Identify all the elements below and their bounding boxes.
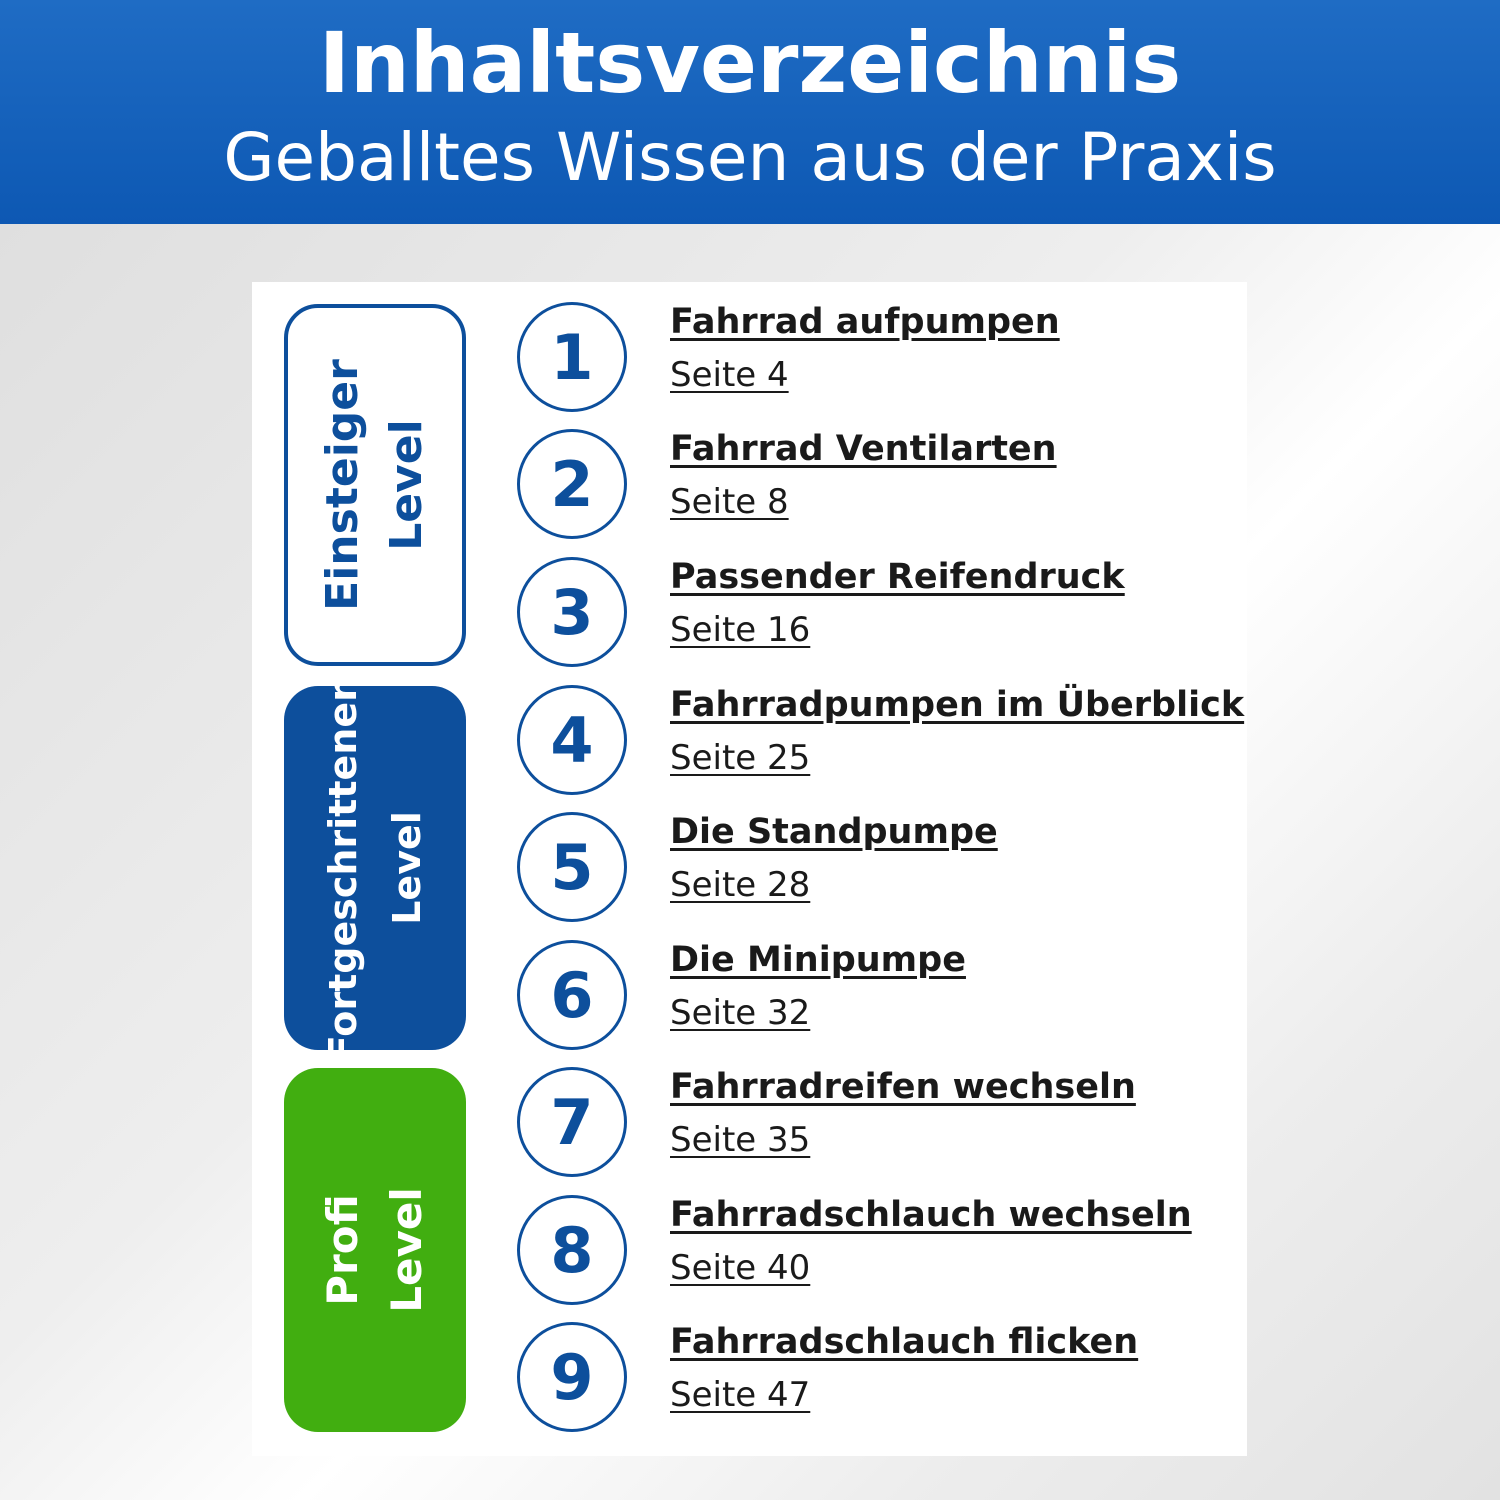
chapter-number-badge: 2	[517, 429, 627, 539]
toc-entry[interactable]	[517, 282, 1237, 402]
toc-entry[interactable]	[517, 665, 1245, 785]
page-title: Inhaltsverzeichnis	[318, 14, 1182, 112]
level-name: Einsteiger	[317, 359, 368, 611]
chapter-title-link[interactable]: Die Minipumpe	[670, 940, 966, 980]
level-name: Fortgeschrittenen	[321, 674, 366, 1062]
toc-entry[interactable]	[517, 409, 1237, 529]
chapter-title-link[interactable]: Fahrradschlauch flicken	[670, 1322, 1139, 1362]
chapter-title-link[interactable]: Fahrradpumpen im Überblick	[670, 685, 1245, 725]
level-suffix: Level	[385, 811, 430, 925]
chapter-page-link[interactable]: Seite 16	[670, 610, 811, 650]
level-label	[311, 675, 439, 1061]
chapter-page-link[interactable]: Seite 4	[670, 355, 789, 395]
level-badge-pro	[284, 1068, 466, 1432]
chapter-number-badge: 8	[517, 1195, 627, 1305]
chapter-number-badge: 3	[517, 557, 627, 667]
chapter-page-link[interactable]: Seite 47	[670, 1375, 811, 1415]
chapter-title-link[interactable]: Fahrrad aufpumpen	[670, 302, 1060, 342]
chapter-number-badge: 5	[517, 812, 627, 922]
level-label	[311, 1187, 439, 1313]
chapter-page-link[interactable]: Seite 32	[670, 993, 811, 1033]
chapter-title-link[interactable]: Passender Reifendruck	[670, 557, 1125, 597]
level-suffix: Level	[381, 419, 432, 551]
toc-entry[interactable]	[517, 1175, 1237, 1295]
level-badge-beginner	[284, 304, 466, 666]
level-name: Profi	[317, 1194, 367, 1306]
toc-entry[interactable]	[517, 792, 1237, 912]
chapter-number-badge: 7	[517, 1067, 627, 1177]
chapter-number-badge: 4	[517, 685, 627, 795]
chapter-title-link[interactable]: Die Standpumpe	[670, 812, 998, 852]
chapter-number-badge: 9	[517, 1322, 627, 1432]
chapter-page-link[interactable]: Seite 28	[670, 865, 811, 905]
page-subtitle: Geballtes Wissen aus der Praxis	[223, 119, 1277, 196]
table-of-contents-card	[252, 282, 1247, 1456]
toc-entry[interactable]	[517, 537, 1237, 657]
chapter-page-link[interactable]: Seite 25	[670, 738, 811, 778]
toc-entry[interactable]	[517, 920, 1237, 1040]
chapter-title-link[interactable]: Fahrradreifen wechseln	[670, 1067, 1136, 1107]
chapter-title-link[interactable]: Fahrrad Ventilarten	[670, 429, 1057, 469]
chapter-title-link[interactable]: Fahrradschlauch wechseln	[670, 1195, 1192, 1235]
chapter-page-link[interactable]: Seite 35	[670, 1120, 811, 1160]
level-label	[311, 359, 439, 611]
level-badge-advanced	[284, 674, 466, 1062]
level-suffix: Level	[381, 1187, 431, 1313]
header-banner	[0, 0, 1500, 224]
chapter-number-badge: 1	[517, 302, 627, 412]
chapter-page-link[interactable]: Seite 40	[670, 1248, 811, 1288]
chapter-number-badge: 6	[517, 940, 627, 1050]
chapter-page-link[interactable]: Seite 8	[670, 482, 789, 522]
toc-entry[interactable]	[517, 1047, 1237, 1167]
toc-entry[interactable]	[517, 1302, 1237, 1422]
